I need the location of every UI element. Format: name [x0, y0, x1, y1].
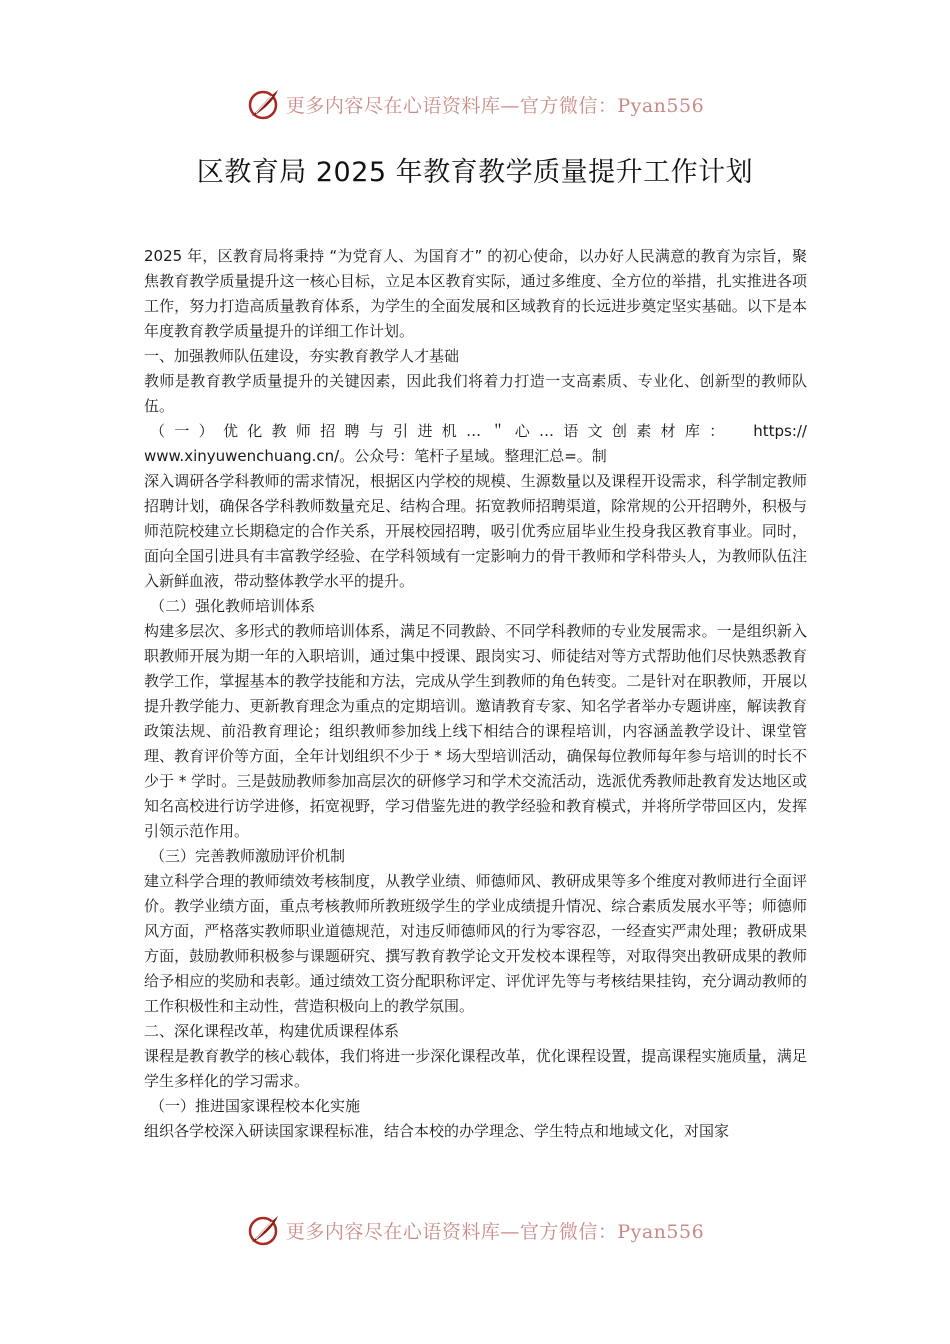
- watermark-text: 更多内容尽在心语资料库—官方微信：Pyan556: [285, 94, 705, 117]
- section-heading-2: 二、深化课程改革，构建优质课程体系: [144, 1022, 400, 1040]
- body-paragraph: 组织各学校深入研读国家课程标准，结合本校的办学理念、学生特点和地域文化，对国家: [144, 1122, 730, 1140]
- watermark-text: 更多内容尽在心语资料库—官方微信：Pyan556: [285, 1220, 705, 1243]
- subsection-heading-1-1: [144, 419, 807, 444]
- document-title: 区教育局 2025 年教育教学质量提升工作计划: [196, 157, 754, 188]
- source-url-fragment: https://: [753, 422, 807, 440]
- intro-paragraph: 2025 年，区教育局将秉持 “为党育人、为国育才” 的初心使命，以办好人民满意的教育为宗旨，聚焦教育教学质量提升这一核心目标，立足本区教育实际，通过多维度、全方位的举措，扎实推进各项工作，努力打造高质量教育体系，为学生的全面发展和区域教育的长远进步奠定坚实基础。以下是本年度教育教学质量提升的详细工作计划。: [144, 247, 807, 340]
- document-body: [144, 244, 807, 1144]
- subsection-heading-text: （一）优化教师招聘与引进机…＂心…语文创素材库：: [150, 422, 732, 440]
- section-heading-1: 一、加强教师队伍建设，夯实教育教学人才基础: [144, 347, 460, 365]
- body-paragraph: 课程是教育教学的核心载体，我们将进一步深化课程改革，优化课程设置，提高课程实施质量，满足学生多样化的学习需求。: [144, 1047, 807, 1090]
- quill-pen-icon: [246, 1212, 282, 1248]
- header-watermark: [0, 84, 950, 124]
- body-paragraph: 教师是教育教学质量提升的关键因素，因此我们将着力打造一支高素质、专业化、创新型的教师队伍。: [144, 372, 807, 415]
- footer-watermark: [0, 1210, 950, 1250]
- source-note: www.xinyuwenchuang.cn/。公众号：笔杆子星域。整理汇总=。制: [144, 447, 607, 465]
- subsection-heading-1-2: （二）强化教师培训体系: [150, 597, 316, 615]
- subsection-heading-2-1: （一）推进国家课程校本化实施: [150, 1097, 361, 1115]
- body-paragraph: 构建多层次、多形式的教师培训体系，满足不同教龄、不同学科教师的专业发展需求。一是组织新入职教师开展为期一年的入职培训，通过集中授课、跟岗实习、师徒结对等方式帮助他们尽快熟悉教育教学工作，掌握基本的教学技能和方法，完成从学生到教师的角色转变。二是针对在职教师，开展以提升教学能力、更新教育理念为重点的定期培训。邀请教育专家、知名学者举办专题讲座，解读教育政策法规、前沿教育理论；组织教师参加线上线下相结合的课程培训，内容涵盖教学设计、课堂管理、教育评价等方面，全年计划组织不少于 * 场大型培训活动，确保每位教师每年参与培训的时长不少于 * 学时。三是鼓励教师参加高层次的研修学习和学术交流活动，选派优秀教师赴教育发达地区或知名高校进行访学进修，拓宽视野，学习借鉴先进的教学经验和教育模式，并将所学带回区内，发挥引领示范作用。: [144, 622, 807, 840]
- quill-pen-icon: [246, 86, 282, 122]
- subsection-heading-1-3: （三）完善教师激励评价机制: [150, 847, 346, 865]
- body-paragraph: 深入调研各学科教师的需求情况，根据区内学校的规模、生源数量以及课程开设需求，科学制定教师招聘计划，确保各学科教师数量充足、结构合理。拓宽教师招聘渠道，除常规的公开招聘外，积极与师范院校建立长期稳定的合作关系，开展校园招聘，吸引优秀应届毕业生投身我区教育事业。同时，面向全国引进具有丰富教学经验、在学科领域有一定影响力的骨干教师和学科带头人，为教师队伍注入新鲜血液，带动整体教学水平的提升。: [144, 472, 807, 590]
- body-paragraph: 建立科学合理的教师绩效考核制度，从教学业绩、师德师风、教研成果等多个维度对教师进行全面评价。教学业绩方面，重点考核教师所教班级学生的学业成绩提升情况、综合素质发展水平等；师德师风方面，严格落实教师职业道德规范，对违反师德师风的行为零容忍，一经查实严肃处理；教研成果方面，鼓励教师积极参与课题研究、撰写教育教学论文开发校本课程等，对取得突出教研成果的教师给予相应的奖励和表彰。通过绩效工资分配职称评定、评优评先等与考核结果挂钩，充分调动教师的工作积极性和主动性，营造积极向上的教学氛围。: [144, 872, 807, 1015]
